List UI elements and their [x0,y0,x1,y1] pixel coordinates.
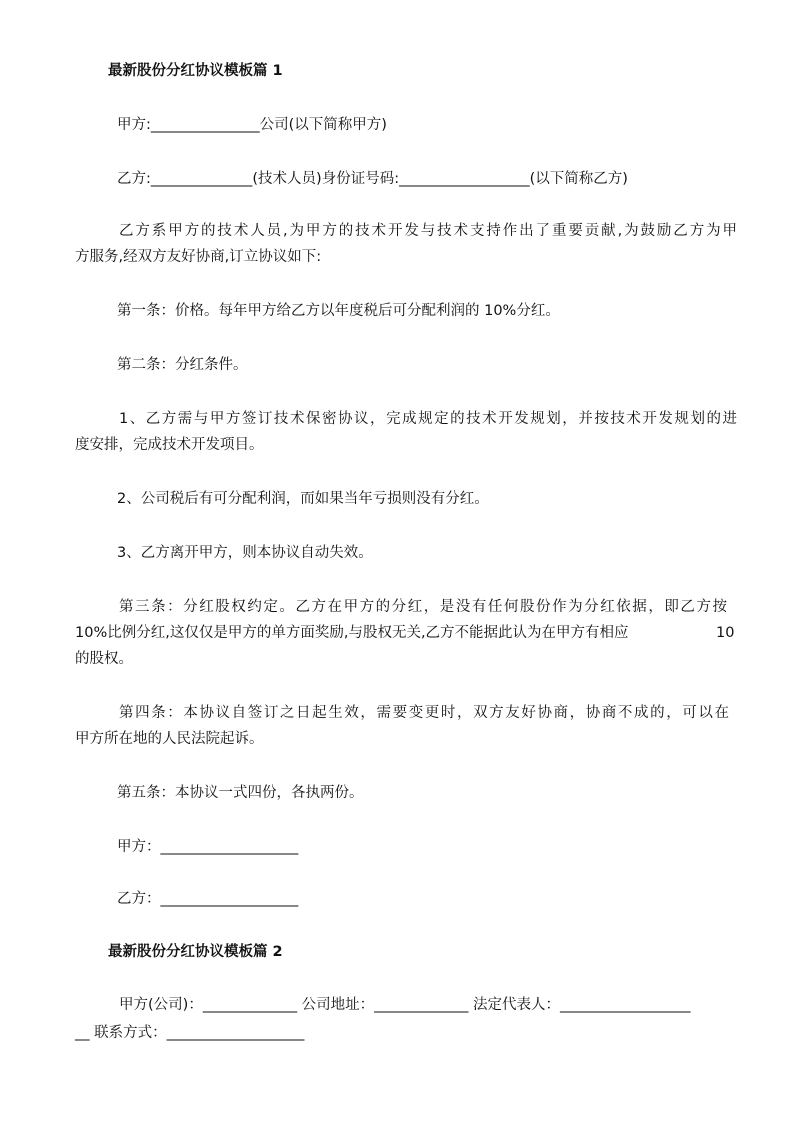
article-3-line-2-tail: 10 [716,625,735,641]
section-2-title: 最新股份分红协议模板篇 2 [108,944,283,960]
condition-3: 3、乙方离开甲方，则本协议自动失效。 [117,545,373,561]
party-b-line: 乙方:______________(技术人员)身份证号码:__________________(以下简称乙方) [117,171,628,187]
article-1: 第一条：价格。每年甲方给乙方以年度税后可分配利润的 10%分红。 [117,303,560,319]
article-4-line-2: 甲方所在地的人民法院起诉。 [75,731,264,747]
article-3-line-2: 10%比例分红,这仅仅是甲方的单方面奖励,与股权无关,乙方不能据此认为在甲方有相应 [75,625,629,641]
signature-party-b: 乙方：___________________ [117,891,299,907]
condition-1-line-1: 1、乙方需与甲方签订技术保密协议，完成规定的技术开发规划，并按技术开发规划的进 [119,411,737,427]
article-3-line-1: 第三条：分红股权约定。乙方在甲方的分红，是没有任何股份作为分红依据，即乙方按 [119,599,727,615]
article-4-line-1: 第四条：本协议自签订之日起生效，需要变更时，双方友好协商，协商不成的，可以在 [119,705,729,721]
section-2-line-1: 甲方(公司)：_____________ 公司地址：_____________ 法定代表人：__________________ [119,997,691,1013]
article-3-line-3: 的股权。 [75,651,133,667]
article-2: 第二条：分红条件。 [117,357,248,373]
intro-paragraph-line-2: 方服务,经双方友好协商,订立协议如下: [75,249,322,265]
condition-2: 2、公司税后有可分配利润，而如果当年亏损则没有分红。 [117,491,489,507]
intro-paragraph-line-1: 乙方系甲方的技术人员,为甲方的技术开发与技术支持作出了重要贡献,为鼓励乙方为甲 [119,223,737,239]
signature-party-a: 甲方：___________________ [117,839,299,855]
section-2-line-2: __ 联系方式：___________________ [75,1025,305,1041]
article-5: 第五条：本协议一式四份，各执两份。 [117,785,364,801]
section-1-title: 最新股份分红协议模板篇 1 [108,63,283,79]
party-a-line: 甲方:_______________公司(以下简称甲方) [117,117,387,133]
condition-1-line-2: 度安排，完成技术开发项目。 [75,437,264,453]
